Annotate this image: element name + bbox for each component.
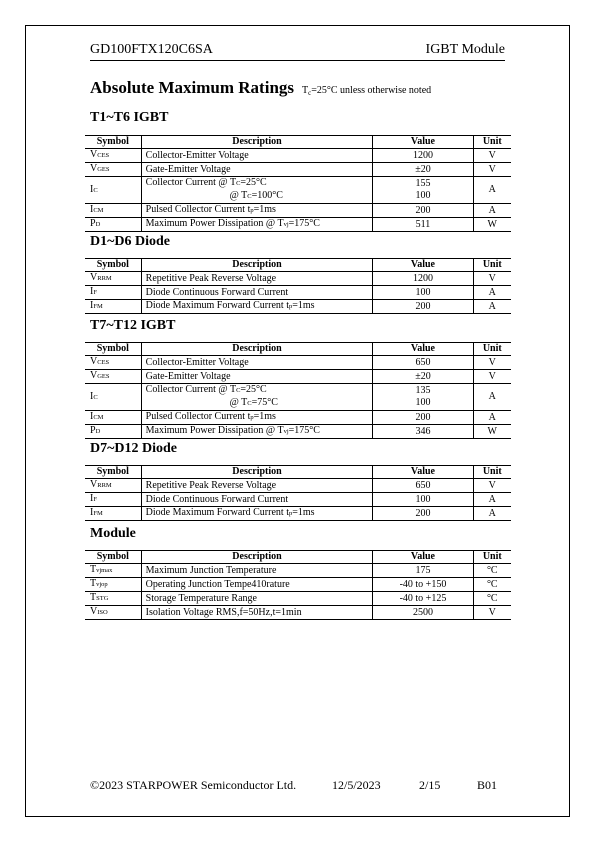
col-value: Value — [373, 343, 473, 356]
table-row — [85, 177, 511, 204]
description-cell: Maximum Power Dissipation @ Tvj=175°C — [141, 425, 373, 439]
page-title — [90, 78, 431, 98]
section-title-module: Module — [90, 526, 136, 541]
title-condition: $T_c=25^\circ C$ unless otherwise noted — [302, 85, 432, 97]
unit-cell: A — [473, 286, 511, 300]
symbol-cell: VCES — [85, 149, 141, 163]
unit-cell: A — [473, 411, 511, 425]
col-value: Value — [373, 466, 473, 479]
description-cell: Operating Junction Tempe410rature — [141, 578, 373, 592]
unit-cell: V — [473, 479, 511, 493]
description-cell: Pulsed Collector Current tp=1ms — [141, 411, 373, 425]
col-symbol: Symbol — [85, 136, 141, 149]
value-cell: 100 — [373, 493, 473, 507]
table-row — [85, 564, 511, 578]
symbol-cell: IFM — [85, 300, 141, 314]
table-row — [85, 218, 511, 232]
table-row — [85, 286, 511, 300]
footer-copyright: ©2023 STARPOWER Semiconductor Ltd. — [90, 778, 297, 792]
description-cell: Diode Maximum Forward Current tp=1ms — [141, 507, 373, 521]
unit-cell: °C — [473, 564, 511, 578]
value-cell: 346 — [373, 425, 473, 439]
description-cell: Diode Continuous Forward Current — [141, 286, 373, 300]
description-cell: Gate-Emitter Voltage — [141, 163, 373, 177]
footer-revision: B01 — [477, 778, 498, 792]
table-row — [85, 163, 511, 177]
description-cell: Collector Current @ TC=25°C @ TC=100°C — [141, 177, 373, 204]
unit-cell: W — [473, 425, 511, 439]
col-symbol: Symbol — [85, 343, 141, 356]
col-description: Description — [141, 551, 373, 564]
symbol-cell: VCES — [85, 356, 141, 370]
value-cell: 650 — [373, 356, 473, 370]
description-cell: Maximum Power Dissipation @ Tvj=175°C — [141, 218, 373, 232]
description-cell: Gate-Emitter Voltage — [141, 370, 373, 384]
description-cell: Collector Current @ TC=25°C @ TC=75°C — [141, 384, 373, 411]
unit-cell: A — [473, 507, 511, 521]
symbol-cell: IF — [85, 493, 141, 507]
symbol-cell: IC — [85, 177, 141, 204]
table-row — [85, 272, 511, 286]
col-unit: Unit — [473, 259, 511, 272]
unit-cell: A — [473, 204, 511, 218]
col-description: Description — [141, 136, 373, 149]
col-symbol: Symbol — [85, 259, 141, 272]
symbol-cell: Tvjop — [85, 578, 141, 592]
description-cell: Diode Maximum Forward Current tp=1ms — [141, 300, 373, 314]
unit-cell: A — [473, 384, 511, 411]
value-cell: 200 — [373, 507, 473, 521]
table-row — [85, 606, 511, 620]
symbol-cell: TSTG — [85, 592, 141, 606]
value-cell: -40 to +125 — [373, 592, 473, 606]
symbol-cell: ICM — [85, 411, 141, 425]
description-cell: Collector-Emitter Voltage — [141, 356, 373, 370]
unit-cell: W — [473, 218, 511, 232]
footer-page-number: 2/15 — [419, 778, 441, 792]
symbol-cell: VGES — [85, 163, 141, 177]
value-cell: 200 — [373, 300, 473, 314]
value-cell: 175 — [373, 564, 473, 578]
value-cell: 511 — [373, 218, 473, 232]
value-cell: 1200 — [373, 272, 473, 286]
table-row — [85, 149, 511, 163]
table-row — [85, 425, 511, 439]
symbol-cell: VRRM — [85, 479, 141, 493]
table-row — [85, 507, 511, 521]
unit-cell: V — [473, 163, 511, 177]
ratings-table-t7-t12 — [85, 342, 511, 439]
symbol-cell: PD — [85, 218, 141, 232]
col-unit: Unit — [473, 551, 511, 564]
unit-cell: V — [473, 356, 511, 370]
table-row — [85, 370, 511, 384]
description-cell: Pulsed Collector Current tp=1ms — [141, 204, 373, 218]
module-type: IGBT Module — [425, 42, 505, 57]
section-title-t7-t12-igbt: T7~T12 IGBT — [90, 318, 176, 333]
col-description: Description — [141, 259, 373, 272]
value-cell: 135 100 — [373, 384, 473, 411]
table-row — [85, 204, 511, 218]
footer-date: 12/5/2023 — [332, 778, 381, 792]
value-cell: 650 — [373, 479, 473, 493]
symbol-cell: IFM — [85, 507, 141, 521]
value-cell: -40 to +150 — [373, 578, 473, 592]
description-cell: Repetitive Peak Reverse Voltage — [141, 272, 373, 286]
description-cell: Isolation Voltage RMS,f=50Hz,t=1min — [141, 606, 373, 620]
col-symbol: Symbol — [85, 551, 141, 564]
col-description: Description — [141, 466, 373, 479]
unit-cell: °C — [473, 592, 511, 606]
col-description: Description — [141, 343, 373, 356]
table-row — [85, 356, 511, 370]
table-row — [85, 300, 511, 314]
table-row — [85, 384, 511, 411]
value-cell: 155 100 — [373, 177, 473, 204]
section-title-d1-d6-diode: D1~D6 Diode — [90, 234, 171, 249]
ratings-table-module — [85, 550, 511, 620]
table-row — [85, 411, 511, 425]
title-main: Absolute Maximum Ratings — [90, 78, 295, 97]
ratings-table-d1-d6 — [85, 258, 511, 314]
value-cell: 1200 — [373, 149, 473, 163]
description-cell: Maximum Junction Temperature — [141, 564, 373, 578]
value-cell: 200 — [373, 204, 473, 218]
table-row — [85, 592, 511, 606]
col-value: Value — [373, 551, 473, 564]
col-unit: Unit — [473, 343, 511, 356]
symbol-cell: VRRM — [85, 272, 141, 286]
unit-cell: V — [473, 149, 511, 163]
unit-cell: V — [473, 272, 511, 286]
description-cell: Repetitive Peak Reverse Voltage — [141, 479, 373, 493]
symbol-cell: PD — [85, 425, 141, 439]
ratings-table-d7-d12 — [85, 465, 511, 521]
section-title-t1-t6-igbt: T1~T6 IGBT — [90, 110, 169, 125]
symbol-cell: VISO — [85, 606, 141, 620]
value-cell: 100 — [373, 286, 473, 300]
unit-cell: V — [473, 370, 511, 384]
part-number: GD100FTX120C6SA — [90, 42, 213, 57]
symbol-cell: ICM — [85, 204, 141, 218]
section-title-d7-d12-diode: D7~D12 Diode — [90, 441, 178, 456]
description-cell: Storage Temperature Range — [141, 592, 373, 606]
table-row — [85, 493, 511, 507]
symbol-cell: Tvjmax — [85, 564, 141, 578]
col-value: Value — [373, 259, 473, 272]
value-cell: 2500 — [373, 606, 473, 620]
unit-cell: V — [473, 606, 511, 620]
unit-cell: A — [473, 177, 511, 204]
value-cell: ±20 — [373, 370, 473, 384]
table-row — [85, 479, 511, 493]
description-cell: Collector-Emitter Voltage — [141, 149, 373, 163]
col-value: Value — [373, 136, 473, 149]
page-header — [90, 42, 505, 61]
unit-cell: A — [473, 493, 511, 507]
ratings-table-t1-t6 — [85, 135, 511, 232]
table-row — [85, 578, 511, 592]
description-cell: Diode Continuous Forward Current — [141, 493, 373, 507]
symbol-cell: VGES — [85, 370, 141, 384]
value-cell: 200 — [373, 411, 473, 425]
symbol-cell: IC — [85, 384, 141, 411]
unit-cell: °C — [473, 578, 511, 592]
col-symbol: Symbol — [85, 466, 141, 479]
unit-cell: A — [473, 300, 511, 314]
col-unit: Unit — [473, 466, 511, 479]
col-unit: Unit — [473, 136, 511, 149]
value-cell: ±20 — [373, 163, 473, 177]
symbol-cell: IF — [85, 286, 141, 300]
